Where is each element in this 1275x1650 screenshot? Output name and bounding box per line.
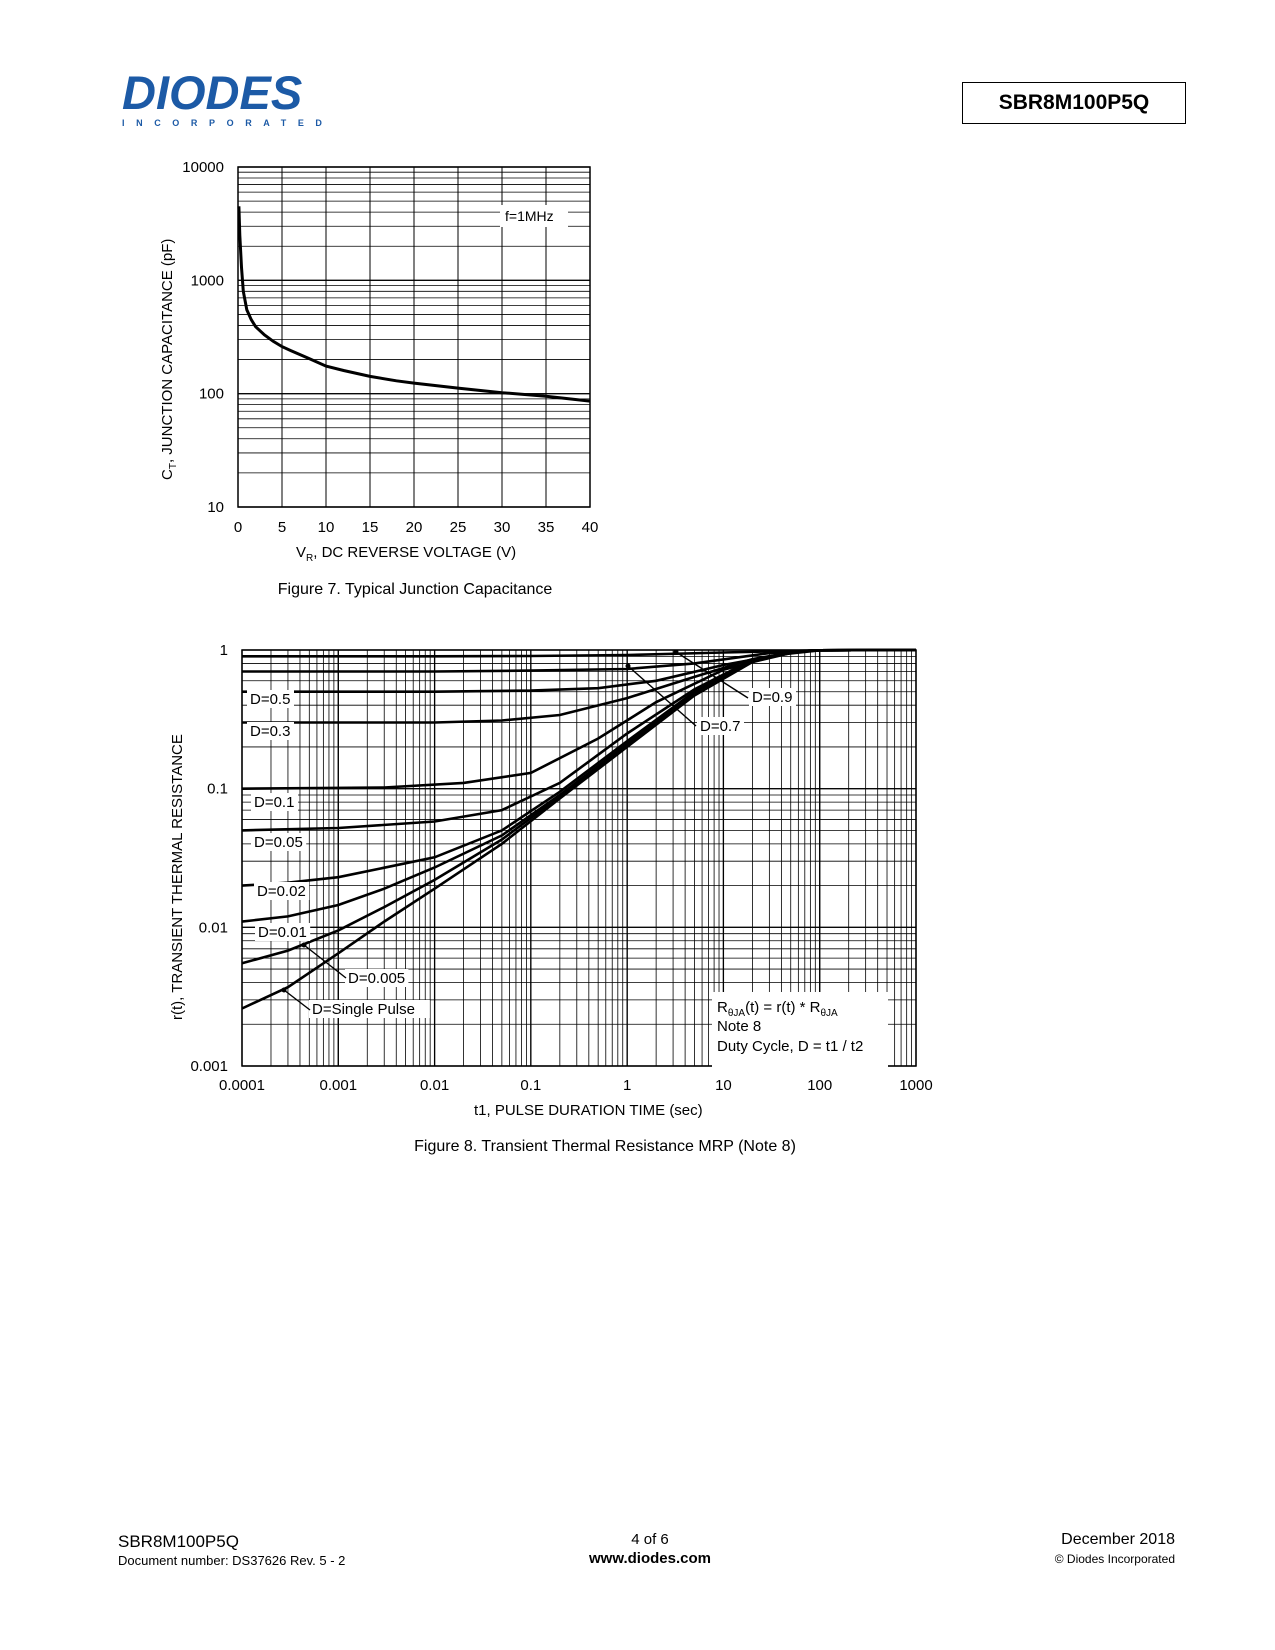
fig7-x-axis-label [296,544,516,564]
fig8-leader-arrowhead [674,650,679,655]
fig7-x-ticks [234,519,599,536]
fig7-xlabel-main: V [296,544,307,561]
fig8-y-tick-label: 0.1 [207,780,228,798]
fig8-curve-label: D=0.01 [258,924,307,941]
fig8-x-tick-label: 0.0001 [219,1077,265,1094]
fig8-leader-arrowhead [626,664,631,669]
fig8-x-tick-label: 0.1 [520,1077,542,1094]
fig8-curve-label: D=0.9 [752,689,793,706]
fig8-label-leader [676,652,748,698]
diodes-logo [122,66,352,130]
fig8-curve-label: D=0.05 [254,834,303,851]
fig8-note-line2: Note 8 [717,1018,762,1035]
fig8-x-tick-label: 0.01 [419,1077,450,1094]
fig8-x-tick-label: 1 [622,1077,632,1094]
fig7-x-tick-label: 40 [581,519,599,536]
fig8-y-ticks [190,642,228,1075]
footer-website: www.diodes.com [589,1550,711,1567]
fig7-xlabel-rest: , DC REVERSE VOLTAGE (V) [313,544,517,561]
fig8-curve [242,650,916,1009]
fig8-curve-label: D=Single Pulse [312,1001,415,1018]
fig7-frequency-annotation: f=1MHz [505,208,554,224]
figure-8-chart [160,640,960,1119]
footer-page-number: 4 of 6 [631,1531,669,1548]
fig8-note-sub2: θJA [820,1008,838,1019]
fig8-curve-label: D=0.005 [348,970,406,987]
fig8-note-sub: θJA [727,1008,746,1019]
fig8-curve [242,650,916,723]
logo-subtext: INCORPORATED [122,118,334,128]
fig8-curve-label: D=0.02 [257,883,306,900]
fig8-curve-label: D=0.7 [700,718,741,735]
fig7-y-tick-label: 10000 [182,159,224,176]
fig7-x-tick-label: 35 [537,519,555,536]
fig7-x-tick-label: 10 [317,519,335,536]
fig8-x-tick-label: 100 [807,1077,833,1094]
fig7-ylabel-rest: , JUNCTION CAPACITANCE (pF) [159,238,176,464]
footer-date: December 2018 [1061,1531,1175,1548]
fig7-x-tick-label: 15 [361,519,379,536]
fig8-x-ticks [219,1077,933,1094]
fig8-curve [242,650,916,672]
fig8-note-r: R [717,999,728,1016]
fig8-note-mid: (t) = r(t) * R [745,999,821,1016]
fig8-y-axis-label: r(t), TRANSIENT THERMAL RESISTANCE [169,734,186,1020]
fig7-xlabel-sub: R [306,553,314,564]
fig8-x-axis-label: t1, PULSE DURATION TIME (sec) [474,1102,703,1119]
figure-7-chart [150,155,620,575]
fig8-curve-label: D=0.3 [250,723,291,740]
fig8-note-line3: Duty Cycle, D = t1 / t2 [717,1038,864,1055]
footer-part-number: SBR8M100P5Q [118,1532,239,1551]
fig7-y-tick-label: 10 [207,499,224,516]
fig8-y-tick-label: 0.001 [190,1058,228,1075]
fig8-leader-arrowhead [302,943,307,948]
footer-copyright: © Diodes Incorporated [1054,1552,1175,1566]
fig8-curve-label: D=0.1 [254,794,295,811]
fig7-y-ticks [182,159,224,516]
fig8-y-tick-label: 0.01 [198,919,228,937]
logo-wordmark: DIODES [122,66,303,119]
fig8-x-tick-label: 0.001 [319,1077,358,1094]
fig7-x-tick-label: 20 [405,519,423,536]
fig8-x-tick-label: 1000 [899,1077,933,1094]
fig8-curve-label: D=0.5 [250,691,291,708]
fig8-x-tick-label: 10 [715,1077,732,1094]
fig8-curve [242,650,916,963]
fig7-y-axis-label [159,239,179,480]
figure-7-caption: Figure 7. Typical Junction Capacitance [277,581,553,598]
fig8-curve [242,650,916,830]
fig7-ylabel-main: C [159,469,176,480]
fig7-x-tick-label: 0 [233,519,243,536]
fig7-y-tick-label: 100 [198,385,224,403]
fig7-ylabel-sub: T [168,463,179,470]
fig8-leader-arrowhead [282,988,287,993]
footer-doc-number: Document number: DS37626 Rev. 5 - 2 [118,1553,346,1568]
fig7-y-tick-label: 1000 [190,272,224,290]
part-number-box: SBR8M100P5Q [962,82,1186,124]
fig7-x-tick-label: 5 [277,519,287,536]
fig8-curves [242,650,916,1009]
figure-8-caption: Figure 8. Transient Thermal Resistance MRP (Note 8) [414,1138,796,1155]
fig8-y-tick-label: 1 [219,642,228,659]
fig7-x-tick-label: 25 [449,519,467,536]
fig7-x-tick-label: 30 [493,519,511,536]
